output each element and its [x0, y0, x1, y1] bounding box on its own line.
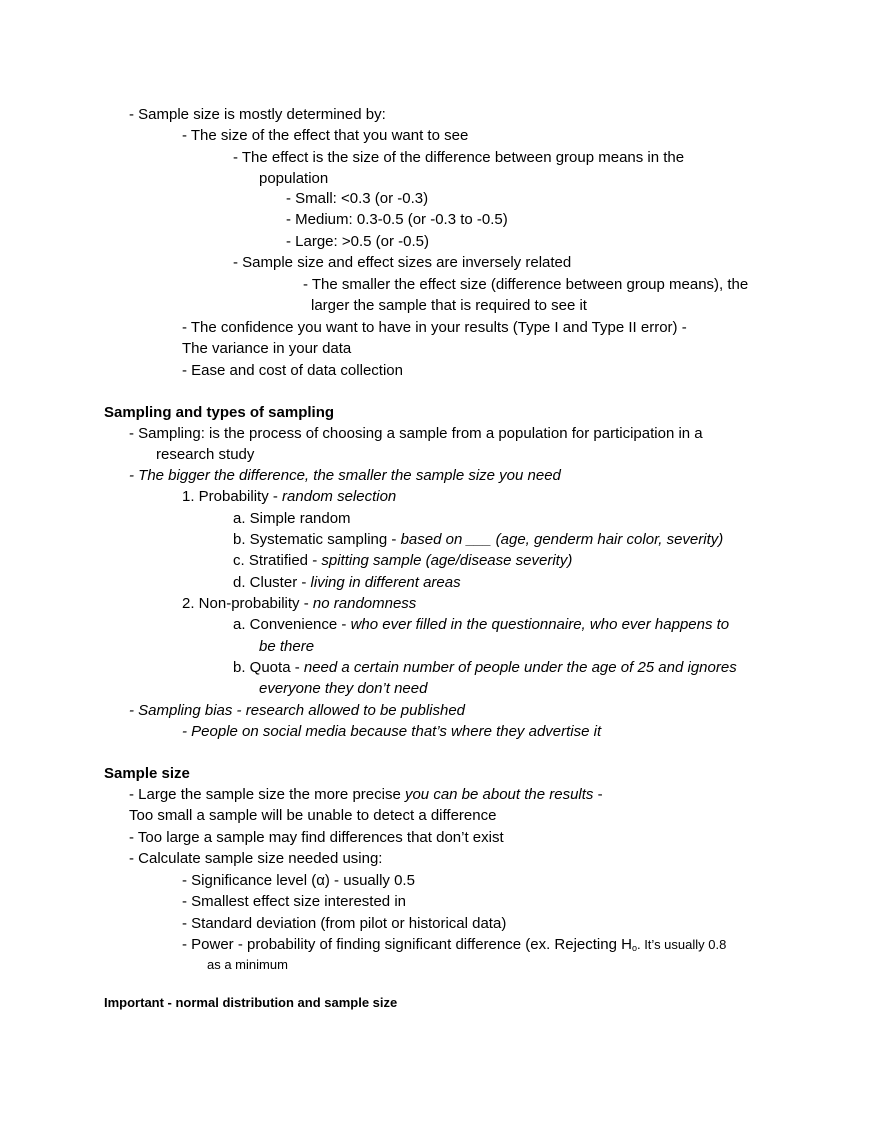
- power-main: - Power - probability of finding significant difference (ex. Rejecting H: [182, 936, 632, 953]
- sample-size-intro: - Sample size is mostly determined by:: [129, 106, 386, 123]
- convenience-note-line1: who ever filled in the questionnaire, who ever happens to: [350, 616, 730, 633]
- quota-label: b. Quota -: [233, 659, 304, 676]
- stratified-item: [233, 552, 572, 570]
- sampling-definition-line2: research study: [156, 446, 255, 463]
- bigger-difference: - The bigger the difference, the smaller the sample size you need: [129, 467, 561, 484]
- significance-level: - Significance level (α) - usually 0.5: [182, 872, 415, 889]
- simple-random: a. Simple random: [233, 510, 351, 527]
- smaller-effect-line2: larger the sample that is required to see it: [311, 297, 587, 314]
- convenience-label: a. Convenience -: [233, 616, 351, 633]
- convenience-item: [233, 616, 729, 634]
- cluster-note: living in different areas: [310, 574, 461, 591]
- smaller-effect-line1: - The smaller the effect size (difference between group means), the: [303, 276, 749, 293]
- systematic-note: based on ___ (age, genderm hair color, severity): [400, 531, 724, 548]
- quota-item: [233, 659, 737, 677]
- sampling-heading: Sampling and types of sampling: [104, 404, 335, 421]
- too-small-sample: Too small a sample will be unable to detect a difference: [129, 807, 497, 824]
- probability-label: 1. Probability -: [182, 488, 283, 505]
- large-sample-item: [129, 786, 603, 804]
- effect-definition-line2: population: [259, 170, 329, 187]
- stratified-label: c. Stratified -: [233, 552, 322, 569]
- non-probability-label: 2. Non-probability -: [182, 595, 313, 612]
- power-subscript: o: [631, 943, 637, 953]
- probability-note: random selection: [282, 488, 397, 505]
- too-large-sample: - Too large a sample may find differences that don’t exist: [129, 829, 504, 846]
- systematic-label: b. Systematic sampling -: [233, 531, 401, 548]
- important-heading: Important - normal distribution and sample size: [104, 995, 398, 1010]
- cluster-label: d. Cluster -: [233, 574, 311, 591]
- non-probability-note: no randomness: [312, 595, 417, 612]
- effect-definition-line1: - The effect is the size of the difference between group means in the: [233, 149, 685, 166]
- power-line2: as a minimum: [207, 957, 288, 972]
- systematic-item: [233, 531, 723, 549]
- cluster-item: [233, 574, 461, 592]
- ease-cost: - Ease and cost of data collection: [182, 362, 403, 379]
- large-sample-label: - Large the sample size the more precise: [129, 786, 405, 803]
- sampling-bias: - Sampling bias - research allowed to be published: [129, 702, 466, 719]
- power-small-text: . It’s usually 0.8: [636, 937, 727, 952]
- sampling-definition-line1: - Sampling: is the process of choosing a sample from a population for participation in a: [129, 425, 703, 442]
- inverse-relation: - Sample size and effect sizes are inversely related: [233, 254, 572, 271]
- effect-medium: - Medium: 0.3-0.5 (or -0.3 to -0.5): [286, 211, 508, 228]
- smallest-effect-size: - Smallest effect size interested in: [182, 893, 406, 910]
- social-media-bias: - People on social media because that’s where they advertise it: [182, 723, 602, 740]
- standard-deviation: - Standard deviation (from pilot or historical data): [182, 915, 507, 932]
- large-sample-tail: -: [593, 786, 603, 803]
- stratified-note: spitting sample (age/disease severity): [321, 552, 573, 569]
- calculate-sample-size: - Calculate sample size needed using:: [129, 850, 383, 867]
- effect-small: - Small: <0.3 (or -0.3): [286, 190, 429, 207]
- confidence-line1: - The confidence you want to have in your results (Type I and Type II error) -: [182, 319, 687, 336]
- convenience-note-line2: be there: [259, 638, 315, 655]
- power-item: [182, 936, 726, 957]
- confidence-line2: The variance in your data: [182, 340, 352, 357]
- large-sample-note: you can be about the results: [404, 786, 594, 803]
- sample-size-heading: Sample size: [104, 765, 190, 782]
- non-probability-item: [182, 595, 416, 613]
- effect-size-item: - The size of the effect that you want to see: [182, 127, 469, 144]
- quota-note-line2: everyone they don’t need: [259, 680, 428, 697]
- quota-note-line1: need a certain number of people under the age of 25 and ignores: [303, 659, 737, 676]
- probability-item: [182, 488, 396, 506]
- effect-large: - Large: >0.5 (or -0.5): [286, 233, 429, 250]
